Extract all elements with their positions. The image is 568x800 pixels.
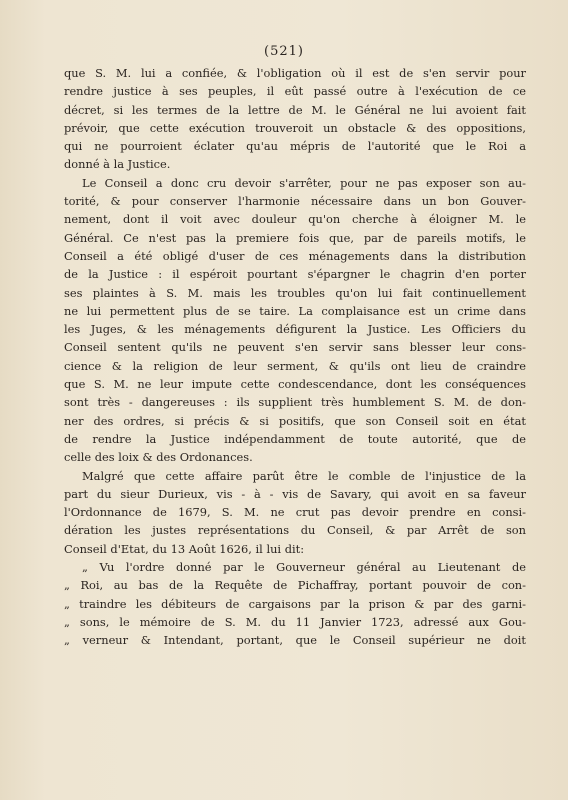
text-line: torité, & pour conserver l'harmonie nécessaire dans un bon Gouver- [64, 194, 526, 209]
text-line: que S. M. lui a confiée, & l'obligation où il est de s'en servir pour [64, 66, 526, 80]
text-line: dération les justes représentations du Conseil, & par Arrêt de son [64, 523, 526, 538]
text-line: décret, si les termes de la lettre de M. le Général ne lui avoient fait [64, 102, 526, 117]
text-line: Conseil d'Etat, du 13 Août 1626, il lui dit: [64, 541, 305, 556]
text-line: ses plaintes à S. M. mais les troubles qu'on lui fait continuellement [64, 285, 526, 300]
text-line: rendre justice à ses peuples, il eût passé outre à l'exécution de ce [64, 84, 526, 99]
text-line: donné à la Justice. [64, 157, 171, 172]
text-line: que S. M. ne leur impute cette condescendance, dont les conséquences [64, 377, 526, 392]
text-line: „ verneur & Intendant, portant, que le Conseil supérieur ne doit [64, 633, 526, 648]
text-line: „ Roi, au bas de la Requête de Pichaffray, portant pouvoir de con- [64, 578, 526, 593]
text-line: part du sieur Durieux, vis - à - vis de Savary, qui avoit en sa faveur [64, 486, 526, 501]
text-line: Malgré que cette affaire parût être le comble de l'injustice de la [82, 468, 526, 483]
text-line: „ traindre les débiteurs de cargaisons par la prison & par des garni- [64, 596, 526, 611]
text-line: les Juges, & les ménagements défigurent la Justice. Les Officiers du [64, 322, 526, 337]
text-line: Le Conseil a donc cru devoir s'arrêter, pour ne pas exposer son au- [82, 175, 526, 190]
body-text [64, 64, 526, 650]
text-line: nement, dont il voit avec douleur qu'on cherche à éloigner M. le [64, 212, 526, 227]
text-line: „ Vu l'ordre donné par le Gouverneur général au Lieutenant de [82, 560, 526, 575]
text-line: l'Ordonnance de 1679, S. M. ne crut pas devoir prendre en consi- [64, 505, 526, 520]
text-line: sont très - dangereuses : ils supplient très humblement S. M. de don- [64, 395, 526, 410]
text-line: Conseil sentent qu'ils ne peuvent s'en servir sans blesser leur cons- [64, 340, 526, 355]
text-line: Conseil a été obligé d'user de ces ménagements dans la distribution [64, 248, 526, 263]
text-line: de rendre la Justice indépendamment de toute autorité, que de [64, 431, 526, 446]
text-line: Général. Ce n'est pas la premiere fois que, par de pareils motifs, le [64, 230, 526, 245]
text-line: ner des ordres, si précis & si positifs, que son Conseil soit en état [64, 413, 526, 428]
text-line: cience & la religion de leur serment, & qu'ils ont lieu de craindre [64, 358, 526, 373]
text-line: „ sons, le mémoire de S. M. du 11 Janvier 1723, adressé aux Gou- [64, 614, 526, 629]
page-number: (521) [264, 44, 304, 59]
text-line: celle des loix & des Ordonances. [64, 450, 253, 465]
text-line: qui ne pourroient éclater qu'au mépris de l'autorité que le Roi a [64, 139, 526, 154]
text-line: de la Justice : il espéroit pourtant s'épargner le chagrin d'en porter [64, 267, 526, 282]
text-line: prévoir, que cette exécution trouveroit un obstacle & des oppositions, [64, 120, 526, 135]
text-line: ne lui permettent plus de se taire. La complaisance est un crime dans [64, 303, 526, 318]
